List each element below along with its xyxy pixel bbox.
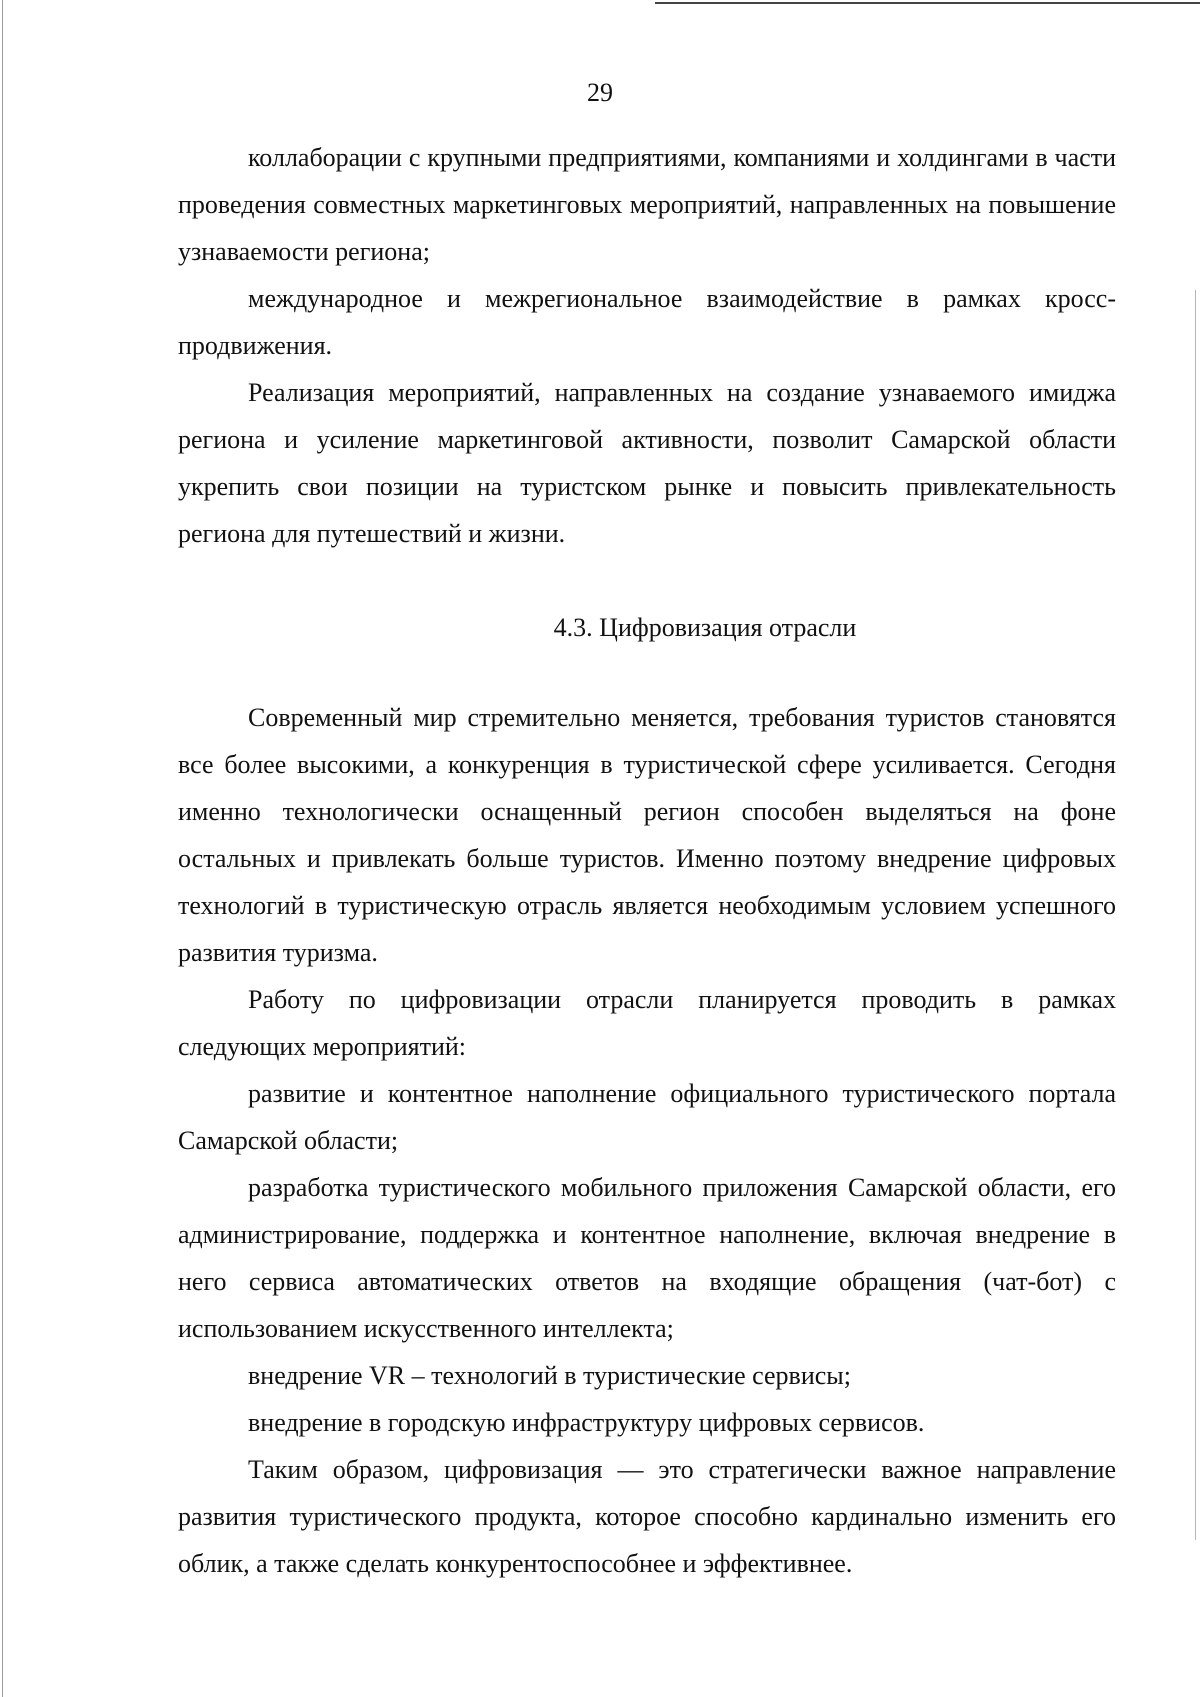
text-block-before-heading — [178, 134, 1116, 557]
paragraph-vr: внедрение VR – технологий в туристические сервисы; — [248, 1361, 851, 1390]
text-block-digitalization — [178, 694, 1116, 1587]
paragraph-cross-promotion: международное и межрегиональное взаимодействие в рамках кросс-продвижения. — [178, 284, 1116, 360]
paragraph-collaboration: коллаборации с крупными предприятиями, компаниями и холдингами в части проведения совместных маркетинговых мероприятий, направленных на повышение узнаваемости региона; — [178, 143, 1116, 266]
paragraph-modern-world: Современный мир стремительно меняется, требования туристов становятся все более высокими, а конкуренция в туристической сфере усиливается. Сегодня именно технологически оснащенный регион способен выделяться на фоне остальных и привлекать больше туристов. Именно поэтому внедрение цифровых технологий в туристическую отрасль является необходимым условием успешного развития туризма. — [178, 703, 1116, 967]
scan-artifact-top-line — [655, 2, 1200, 4]
paragraph-city-services: внедрение в городскую инфраструктуру цифровых сервисов. — [248, 1408, 925, 1437]
scan-artifact-left-edge — [2, 0, 3, 1697]
scan-artifact-right-edge — [1195, 290, 1196, 1540]
section-heading: 4.3. Цифровизация отрасли — [553, 613, 857, 642]
paragraph-mobile-app: разработка туристического мобильного приложения Самарской области, его администрирование, поддержка и контентное наполнение, включая внедрение в него сервиса автоматических ответов на входящие обращения (чат-бот) с использованием искусственного интеллекта; — [178, 1173, 1116, 1343]
paragraph-image-implementation: Реализация мероприятий, направленных на создание узнаваемого имиджа региона и усиление маркетинговой активности, позволит Самарской области укрепить свои позиции на туристском рынке и повысить привлекательность региона для путешествий и жизни. — [178, 378, 1116, 548]
page-number: 29 — [587, 78, 613, 107]
paragraph-conclusion: Таким образом, цифровизация — это стратегически важное направление развития туристического продукта, которое способно кардинально изменить его облик, а также сделать конкурентоспособнее и эффективнее. — [178, 1455, 1116, 1578]
paragraph-portal: развитие и контентное наполнение официального туристического портала Самарской области; — [178, 1079, 1116, 1155]
paragraph-planned-work: Работу по цифровизации отрасли планируется проводить в рамках следующих мероприятий: — [178, 985, 1116, 1061]
